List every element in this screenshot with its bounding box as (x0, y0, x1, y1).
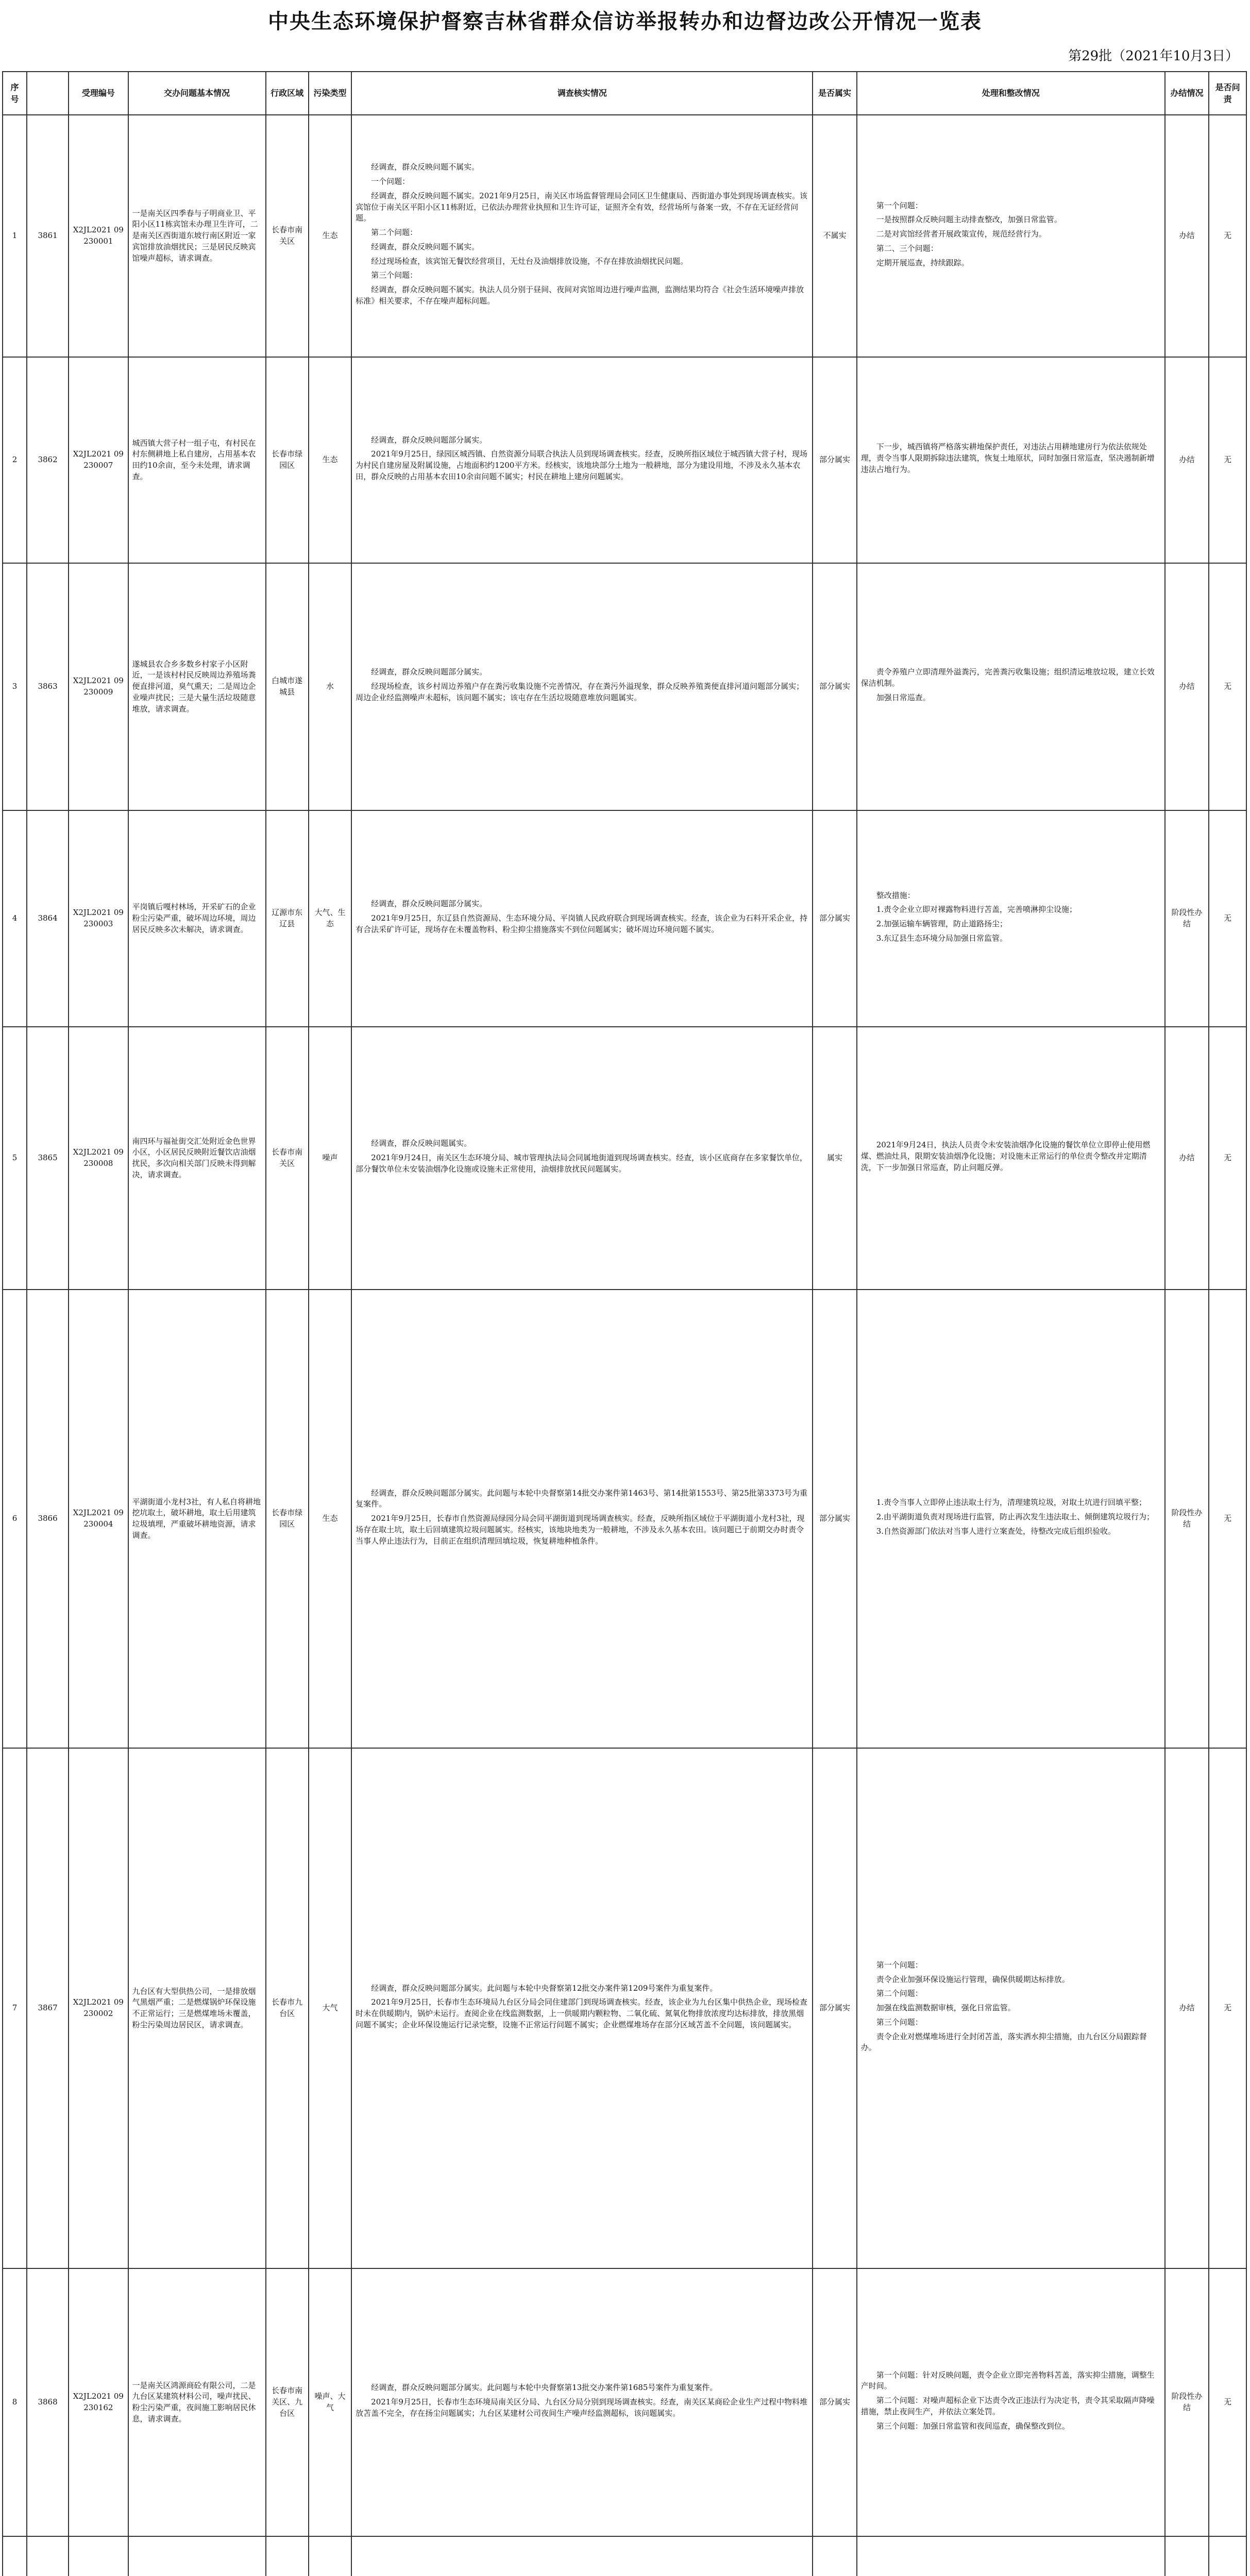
row-done: 办结 (1165, 357, 1209, 563)
table-row (3, 1290, 1246, 1748)
table-row (3, 1027, 1246, 1290)
row-check-paragraph: 2021年9月25日，东辽县自然资源局、生态环境分局、平岗镇人民政府联合到现场调查核实。经查，该企业为石料开采企业，持有合法采矿许可证，现场存在未覆盖物料、粉尘抑尘措施落实不到位问题属实；破坏周边环境问题不属实。 (356, 913, 807, 934)
row-ptype: 噪声、大气 (309, 2268, 351, 2536)
row-handle-paragraph: 第二个问题： (876, 1989, 923, 1998)
row-receive: X2JL2021 09230001 (69, 115, 128, 357)
row-ptype: 大气、生态 (309, 810, 351, 1027)
row-check (351, 563, 813, 810)
row-handle-paragraph: 下一步，城西镇将严格落实耕地保护责任，对违法占用耕地建房行为依法依规处理，责令当事人限期拆除违法建筑，恢复土地原状，同时加强日常巡查，坚决遏制新增违法占地行为。 (860, 442, 1155, 474)
header-no: 序号 (3, 72, 27, 115)
row-code (27, 2536, 69, 2576)
row-handle-paragraph: 第三个问题：加强日常监管和夜间巡查，确保整改到位。 (876, 2421, 1070, 2431)
row-handle-paragraph: 一是按照群众反映问题主动排查整改，加强日常监管。 (876, 215, 1062, 225)
row-handle-paragraph: 第二个问题：对噪声超标企业下达责令改正违法行为决定书，责令其采取隔声降噪措施，禁止夜间生产，并依法立案处罚。 (860, 2396, 1155, 2416)
row-handle-paragraph: 2.由平湖街道负责对现场进行监管，防止再次发生违法取土、倾倒建筑垃圾行为； (876, 1512, 1155, 1522)
row-handle-paragraph: 3.自然资源部门依法对当事人进行立案查处，待整改完成后组织验收。 (876, 1526, 1116, 1536)
row-ptype: 大气 (309, 1748, 351, 2268)
row-verdict: 属实 (813, 1027, 856, 1290)
row-check-paragraph: 2021年9月25日，长春市生态环境局南关区分局、九台区分局分别到现场调查核实。经查，南关区某商砼企业生产过程中物料堆放苫盖不完全，存在扬尘问题属实；九台区某建材公司夜间生产噪声经监测超标，该问题属实。 (356, 2397, 807, 2418)
row-handle (857, 1027, 1165, 1290)
row-check-paragraph: 经调查，群众反映问题属实。 (371, 1139, 472, 1148)
row-check-paragraph: 经调查，群众反映问题部分属实。 (371, 667, 487, 677)
row-no: 6 (3, 1290, 27, 1748)
row-region: 白城市遂城县 (266, 563, 309, 810)
row-region (266, 2536, 309, 2576)
row-check-paragraph: 经调查，群众反映问题部分属实。此问题与本轮中央督察第13批交办案件第1685号案件为重复案件。 (371, 2383, 718, 2393)
row-handle-paragraph: 定期开展巡查，持续跟踪。 (876, 258, 969, 267)
row-receive: X2JL2021 09230007 (69, 357, 128, 563)
row-no: 5 (3, 1027, 27, 1290)
row-done: 阶段性办结 (1165, 2268, 1209, 2536)
row-region: 辽源市东辽县 (266, 810, 309, 1027)
row-code: 3862 (27, 357, 69, 563)
row-handle (857, 2268, 1165, 2536)
header-ptype: 污染类型 (309, 72, 351, 115)
row-verdict: 部分属实 (813, 1290, 856, 1748)
header-basic: 交办问题基本情况 (128, 72, 266, 115)
row-done: 阶段性办结 (1165, 1290, 1209, 1748)
row-basic: 一是南关区四季春与子明商业卫、平阳小区11栋宾馆未办理卫生许可，二是南关区西街道东坡行南区附近一家宾馆排放油烟扰民；三是居民反映宾馆噪声超标，请求调查。 (128, 115, 266, 357)
row-handle-paragraph: 第三个问题： (876, 2017, 923, 2027)
row-check (351, 357, 813, 563)
row-ptype: 噪声 (309, 1027, 351, 1290)
row-check-paragraph: 经调查，群众反映问题不属实。2021年9月25日，南关区市场监督管理局会同区卫生健康局、西街道办事处到现场调查核实。该宾馆位于南关区平阳小区11栋附近，已依法办理营业执照和卫生许可证，证照齐全有效，经营场所与备案一致，不存在无证经营问题。 (356, 191, 807, 223)
row-code: 3868 (27, 2268, 69, 2536)
row-verdict: 部分属实 (813, 563, 856, 810)
row-check-paragraph: 经过现场检查，该宾馆无餐饮经营项目，无灶台及油烟排放设施，不存在排放油烟扰民问题。 (371, 256, 688, 266)
row-handle (857, 563, 1165, 810)
row-code: 3865 (27, 1027, 69, 1290)
row-region: 长春市南关区、九台区 (266, 2268, 309, 2536)
row-verdict (813, 2536, 856, 2576)
row-receive: X2JL2021 09230004 (69, 1290, 128, 1748)
page-title: 中央生态环境保护督察吉林省群众信访举报转办和边督边改公开情况一览表 (268, 9, 982, 33)
row-check (351, 2268, 813, 2536)
row-no: 8 (3, 2268, 27, 2536)
row-check-paragraph: 经调查，群众反映问题不属实。 (371, 242, 480, 251)
row-basic: 平岗镇后嘎村林场，开采矿石的企业粉尘污染严重，破坏周边环境，周边居民反映多次未解决，请求调查。 (128, 810, 266, 1027)
row-ptype: 水 (309, 563, 351, 810)
table-row (3, 1748, 1246, 2268)
row-basic: 一是南关区鸿源商砼有限公司，二是九台区某建筑材料公司，噪声扰民、粉尘污染严重，夜间施工影响居民休息，请求调查。 (128, 2268, 266, 2536)
row-basic (128, 2536, 266, 2576)
row-code: 3866 (27, 1290, 69, 1748)
row-done: 阶段性办结 (1165, 810, 1209, 1027)
row-code: 3864 (27, 810, 69, 1027)
row-check (351, 115, 813, 357)
header-receive: 受理编号 (69, 72, 128, 115)
row-check (351, 810, 813, 1027)
row-receive: X2JL2021 09230009 (69, 563, 128, 810)
row-done: 办结 (1165, 115, 1209, 357)
row-handle-paragraph: 整改措施： (876, 890, 915, 900)
table-header-row (3, 72, 1246, 115)
row-handle-paragraph: 责令企业对燃煤堆场进行全封闭苫盖，落实洒水抑尘措施，由九台区分局跟踪督办。 (860, 2031, 1147, 2053)
header-check: 调查核实情况 (351, 72, 813, 115)
row-verdict: 不属实 (813, 115, 856, 357)
row-no: 3 (3, 563, 27, 810)
row-ptype: 生态 (309, 1290, 351, 1748)
row-account: 无 (1209, 1290, 1246, 1748)
row-basic: 南四环与福祉街交汇处附近金色世界小区，小区居民反映附近餐饮店油烟扰民，多次向相关部门反映未得到解决，请求调查。 (128, 1027, 266, 1290)
row-account (1209, 2536, 1246, 2576)
row-receive: X2JL2021 09230002 (69, 1748, 128, 2268)
table-row (3, 810, 1246, 1027)
row-check-paragraph: 经调查，群众反映问题部分属实。此问题与本轮中央督察第14批交办案件第1463号、第14批第1553号、第25批第3373号为重复案件。 (356, 1488, 807, 1509)
header-region: 行政区域 (266, 72, 309, 115)
row-check (351, 1027, 813, 1290)
row-check-paragraph: 第三个问题： (371, 270, 418, 280)
row-region: 长春市绿园区 (266, 1290, 309, 1748)
row-basic: 城西镇大营子村一组子屯，有村民在村东侧耕地上私自建房，占用基本农田约10余亩，至今未处理，请求调查。 (128, 357, 266, 563)
row-account: 无 (1209, 357, 1246, 563)
row-no: 2 (3, 357, 27, 563)
table-row (3, 115, 1246, 357)
table-row (3, 563, 1246, 810)
row-check-paragraph: 2021年9月25日，绿园区城西镇、自然资源分局联合执法人员到现场调查核实。经查，反映所指区域位于城西镇大营子村，现场为村民自建房屋及附属设施，占地面积约1200平方米。经核实，该地块部分土地为一般耕地，部分为建设用地，不涉及永久基本农田，群众反映的占用基本农田10余亩问题不属实；村民在耕地上建房问题属实。 (356, 449, 807, 481)
row-check-paragraph: 经调查，群众反映问题不属实。 (371, 162, 480, 172)
row-handle-paragraph: 第一个问题： (876, 200, 923, 210)
row-region: 长春市九台区 (266, 1748, 309, 2268)
row-handle-paragraph: 2021年9月24日，执法人员责令未安装油烟净化设施的餐饮单位立即停止使用燃煤、燃油灶具，限期安装油烟净化设施；对设施未正常运行的单位责令整改并定期清洗，下一步加强日常巡查，防止问题反弹。 (860, 1140, 1151, 1172)
row-handle-paragraph: 责令企业加强环保设施运行管理，确保供暖期达标排放。 (876, 1974, 1070, 1984)
row-code: 3863 (27, 563, 69, 810)
row-check-paragraph: 经调查，群众反映问题部分属实。 (371, 435, 487, 445)
row-verdict: 部分属实 (813, 357, 856, 563)
header-handle: 处理和整改情况 (857, 72, 1165, 115)
row-check-paragraph: 第二个问题： (371, 228, 418, 238)
row-check-paragraph: 2021年9月25日，长春市生态环境局九台区分局会同住建部门到现场调查核实。经查，该企业为九台区集中供热企业，现场检查时未在供暖期内，锅炉未运行。查阅企业在线监测数据，上一供暖期内颗粒物、二氧化硫、氮氧化物排放浓度均达标排放，排放黑烟问题不属实；企业环保设施运行记录完整，设施不正常运行问题不属实；企业燃煤堆场存在部分区域苫盖不全问题，该问题属实。 (356, 1997, 807, 2029)
row-handle-paragraph: 2.加强运输车辆管理，防止道路扬尘； (876, 919, 1008, 928)
row-check-paragraph: 一个问题： (371, 177, 410, 187)
row-handle (857, 357, 1165, 563)
table-row (3, 2268, 1246, 2536)
row-check (351, 2536, 813, 2576)
row-no: 7 (3, 1748, 27, 2268)
row-handle-paragraph: 1.责令当事人立即停止违法取土行为，清理建筑垃圾，对取土坑进行回填平整； (876, 1498, 1147, 1507)
row-account: 无 (1209, 1027, 1246, 1290)
row-ptype (309, 2536, 351, 2576)
row-account: 无 (1209, 563, 1246, 810)
row-check (351, 1748, 813, 2268)
row-basic: 遂城县农合乡多数乡村家子小区附近，一是该村村民反映周边养殖场粪便直排河道，臭气熏天；二是周边企业噪声扰民；三是大量生活垃圾随意堆放，请求调查。 (128, 563, 266, 810)
row-check (351, 1290, 813, 1748)
row-handle (857, 1748, 1165, 2268)
header-account: 是否问责 (1209, 72, 1246, 115)
row-no: 1 (3, 115, 27, 357)
complaint-table (2, 71, 1247, 2576)
row-handle-paragraph: 第二、三个问题： (876, 243, 938, 253)
row-done (1165, 2536, 1209, 2576)
row-account: 无 (1209, 810, 1246, 1027)
row-account: 无 (1209, 115, 1246, 357)
row-handle-paragraph: 加强日常巡查。 (876, 692, 931, 702)
row-verdict: 部分属实 (813, 810, 856, 1027)
row-receive: X2JL2021 09230003 (69, 810, 128, 1027)
row-no (3, 2536, 27, 2576)
row-receive: X2JL2021 09230008 (69, 1027, 128, 1290)
row-handle-paragraph: 1.责令企业立即对裸露物料进行苫盖，完善喷淋抑尘设施； (876, 905, 1077, 914)
row-check-paragraph: 2021年9月24日，南关区生态环境分局、城市管理执法局会同属地街道到现场调查核实。经查，该小区底商存在多家餐饮单位，部分餐饮单位未安装油烟净化设施或设施未正常使用，油烟排放扰民问题属实。 (356, 1153, 807, 1174)
row-account: 无 (1209, 2268, 1246, 2536)
row-check-paragraph: 经调查，群众反映问题不属实。执法人员分别于昼间、夜间对宾馆周边进行噪声监测，监测结果均符合《社会生活环境噪声排放标准》相关要求，不存在噪声超标问题。 (356, 285, 804, 306)
row-ptype: 生态 (309, 357, 351, 563)
row-code: 3867 (27, 1748, 69, 2268)
row-check-paragraph: 经调查，群众反映问题部分属实。 (371, 899, 487, 909)
row-done: 办结 (1165, 1027, 1209, 1290)
row-basic: 平湖街道小龙村3社，有人私自将耕地挖坑取土，破坏耕地，取土后用建筑垃圾填埋，严重破坏耕地资源，请求调查。 (128, 1290, 266, 1748)
row-handle (857, 1290, 1165, 1748)
row-receive: X2JL2021 09230162 (69, 2268, 128, 2536)
row-receive (69, 2536, 128, 2576)
header-done: 办结情况 (1165, 72, 1209, 115)
row-handle (857, 810, 1165, 1027)
row-ptype: 生态 (309, 115, 351, 357)
row-basic: 九台区有大型供热公司，一是排放烟气黑烟严重；二是燃煤锅炉环保设施不正常运行；三是燃煤堆场未覆盖，粉尘污染周边居民区，请求调查。 (128, 1748, 266, 2268)
row-handle (857, 2536, 1165, 2576)
row-no: 4 (3, 810, 27, 1027)
row-account: 无 (1209, 1748, 1246, 2268)
row-handle-paragraph: 责令养殖户立即清理外溢粪污，完善粪污收集设施；组织清运堆放垃圾，建立长效保洁机制。 (860, 667, 1155, 688)
row-handle-paragraph: 第一个问题：针对反映问题，责令企业立即完善物料苫盖，落实抑尘措施，调整生产时间。 (860, 2370, 1155, 2391)
header-code (27, 72, 69, 115)
table-row (3, 357, 1246, 563)
row-handle-paragraph: 第一个问题： (876, 1960, 923, 1970)
row-check-paragraph: 经调查，群众反映问题部分属实。此问题与本轮中央督察第12批交办案件第1209号案件为重复案件。 (371, 1983, 718, 1993)
row-check-paragraph: 2021年9月25日，长春市自然资源局绿园分局会同平湖街道到现场调查核实。经查，反映所指区域位于平湖街道小龙村3社，现场存在取土坑，取土后回填建筑垃圾问题属实。经核实，该地块地类为一般耕地，不涉及永久基本农田。该问题已于前期交办时责令当事人停止违法行为，目前正在组织清理回填垃圾，恢复耕地种植条件。 (356, 1514, 805, 1546)
row-region: 长春市南关区 (266, 115, 309, 357)
row-region: 长春市南关区 (266, 1027, 309, 1290)
table-row (3, 2536, 1246, 2576)
row-done: 办结 (1165, 1748, 1209, 2268)
row-check-paragraph: 经现场检查，该乡村周边养殖户存在粪污收集设施不完善情况，存在粪污外溢现象，群众反映养殖粪便直排河道问题部分属实；周边企业经监测噪声未超标，该问题不属实；该屯存在生活垃圾随意堆放问题属实。 (356, 682, 804, 702)
row-code: 3861 (27, 115, 69, 357)
row-handle-paragraph: 加强在线监测数据审核，强化日常监管。 (876, 2003, 1016, 2013)
header-verdict: 是否属实 (813, 72, 856, 115)
row-handle-paragraph: 二是对宾馆经营者开展政策宣传，规范经营行为。 (876, 229, 1046, 239)
row-region: 长春市绿园区 (266, 357, 309, 563)
row-done: 办结 (1165, 563, 1209, 810)
row-handle-paragraph: 3.东辽县生态环境分局加强日常监管。 (876, 933, 1008, 943)
row-handle (857, 115, 1165, 357)
row-verdict: 部分属实 (813, 1748, 856, 2268)
batch-date: 第29批（2021年10月3日） (1068, 48, 1239, 64)
row-verdict: 部分属实 (813, 2268, 856, 2536)
